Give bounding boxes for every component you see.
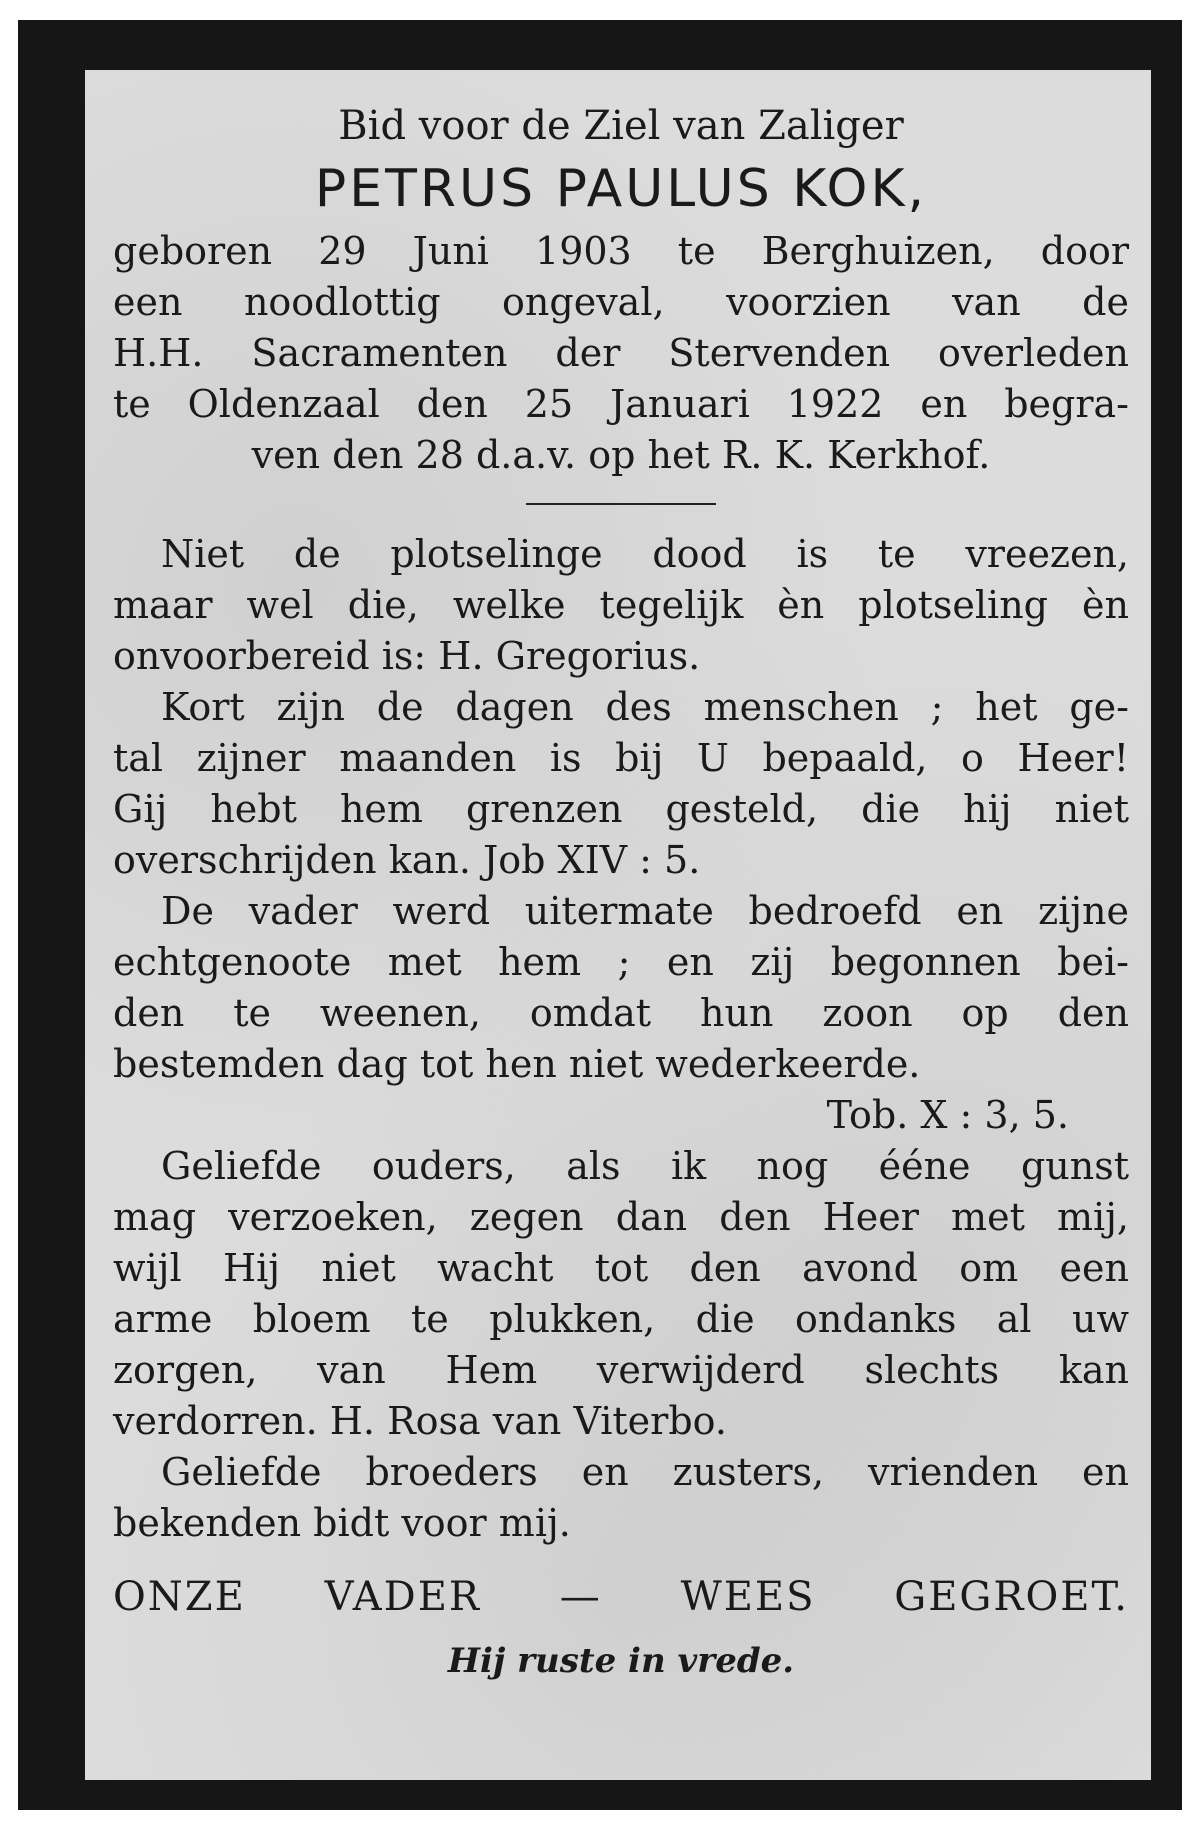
heading: Bid voor de Ziel van Zaliger [338, 103, 904, 149]
biography [113, 226, 1129, 481]
quote-rosa [113, 1141, 1129, 1447]
quote-line: arme bloem te plukken, die ondanks al uw [113, 1297, 1129, 1341]
quote-line: Geliefde ouders, als ik nog ééne gunst [161, 1144, 1129, 1188]
rest-in-peace: Hij ruste in vrede. [447, 1641, 795, 1681]
bio-line: ven den 28 d.a.v. op het R. K. Kerkhof. [251, 433, 991, 477]
quote-source: Tob. X : 3, 5. [826, 1093, 1069, 1137]
bio-line: geboren 29 Juni 1903 te Berghuizen, door [113, 229, 1129, 273]
quote-line: Niet de plotselinge dood is te vreezen, [161, 532, 1129, 576]
prayers-line: ONZE VADER — WEES GEGROET. [113, 1574, 1129, 1620]
divider [526, 503, 716, 505]
quote-line: mag verzoeken, zegen dan den Heer met mij, [113, 1195, 1129, 1239]
quote-tobias [113, 886, 1129, 1141]
quote-gregorius [113, 529, 1129, 682]
quote-line: bekenden bidt voor mij. [113, 1501, 571, 1545]
bio-line: te Oldenzaal den 25 Januari 1922 en begra- [113, 382, 1129, 426]
quote-line [113, 631, 1129, 682]
quote-line: wijl Hij niet wacht tot den avond om een [113, 1246, 1129, 1290]
request-prayers [113, 1447, 1129, 1549]
quote-line: overschrijden kan. Job XIV : 5. [113, 838, 701, 882]
bio-line: een noodlottig ongeval, voorzien van de [113, 280, 1129, 324]
quote-line: bestemden dag tot hen niet wederkeerde. [113, 1042, 921, 1086]
quote-line: De vader werd uitermate bedroefd en zijne [161, 889, 1129, 933]
quote-line: Kort zijn de dagen des menschen ; het ge- [161, 685, 1129, 729]
quote-line: echtgenoote met hem ; en zij begonnen bei- [113, 940, 1129, 984]
deceased-name: PETRUS PAULUS KOK, [314, 159, 928, 219]
quote-job [113, 682, 1129, 886]
card-border [18, 20, 1182, 1810]
quote-line: den te weenen, omdat hun zoon op den [113, 991, 1129, 1035]
quote-line: maar wel die, welke tegelijk èn plotseling èn [113, 583, 1129, 627]
quote-line: verdorren. H. Rosa van Viterbo. [113, 1399, 727, 1443]
memorial-card [85, 70, 1151, 1780]
quote-line: Gij hebt hem grenzen gesteld, die hij niet [113, 787, 1129, 831]
bio-line: H.H. Sacramenten der Stervenden overleden [113, 331, 1129, 375]
quote-line: tal zijner maanden is bij U bepaald, o Heer! [113, 736, 1129, 780]
quote-line: zorgen, van Hem verwijderd slechts kan [113, 1348, 1129, 1392]
quote-line: Geliefde broeders en zusters, vrienden en [161, 1450, 1129, 1494]
quote-line-text: onvoorbereid is: H. Gregorius. [113, 634, 701, 678]
